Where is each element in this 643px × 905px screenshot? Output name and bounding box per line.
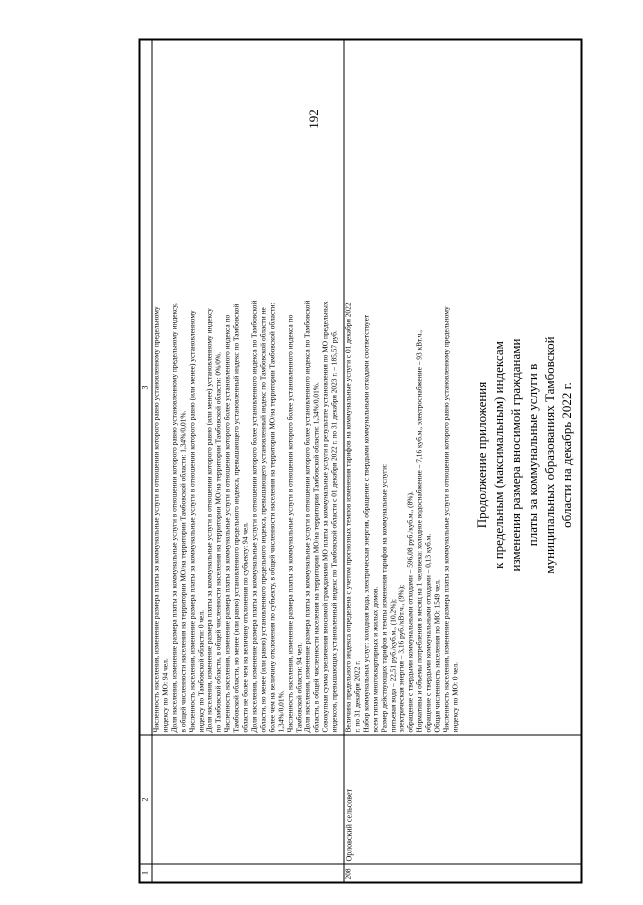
detail-line: обращение с твердыми коммунальными отходами – 0,13 куб.м. [423,533,433,732]
heading-line: муниципальных образованиях Тамбовской [542,336,557,574]
detail-line: Доля населения, изменение размера платы за коммунальные услуги в отношении которого более установленного индекса по Тамбовской [302,300,312,732]
row-details [152,40,344,735]
detail-line: Численность населения, изменение размера платы за коммунальные услуги в отношении которого равно (или менее) установленному [186,309,196,732]
detail-line: Набор коммунальных услуг: холодная вода, электрическая энергия, обращение с твердыми коммунальными отходами соответствует [360,314,370,732]
table-row [344,40,581,882]
detail-line: 1,34%/0,01%. [275,689,285,732]
detail-line: области не более чем на величину отклонения по субъекту: 94 чел. [240,521,250,732]
col-header-1: 1 [140,864,152,882]
detail-line: электрическая энергия – 3,16 руб./кВт.ч., (9%); [396,584,406,732]
detail-line: Тамбовской области, но менее (или равно) установленного предельного индекса, превышающего установленный индекс по Тамбовской [231,303,241,732]
detail-line: Численность населения, изменение размера платы за коммунальные услуги в отношении которого более установленного индекса по [222,314,232,732]
detail-line: Величина предельного индекса определена с учетом прогнозных темпов изменения тарифов на коммунальные услуги с 01 декабря 2022 [343,301,352,732]
heading-line: к предельным (максимальным) индексам [491,341,506,569]
index-table-frame [138,38,582,883]
municipality-name: Орловский сельсовет [344,735,581,864]
heading-line: области на декабрь 2022 г. [559,382,574,528]
detail-line: области, но менее (или равно) установленного предельного индекса, превышающего установленный индекс по Тамбовской области не [257,306,267,732]
detail-line: Общая численность населения по МО: 1549 чел. [432,578,442,732]
detail-line: питьевая вода – 22,51 руб./куб.м., (10,2%); [387,598,397,732]
detail-line: Нормативы и объемы потребления в месяц на 1 человека: холодное водоснабжение – 7,16 куб.м., электроснабжение – 93 кВт.ч., [414,329,424,732]
detail-line: Численность населения, изменение размера платы за коммунальные услуги в отношении которого более установленного индекса по [284,314,294,732]
detail-line: Размер действующих тарифов и темпы изменения тарифов на коммунальные услуги: [378,463,388,732]
detail-line: Тамбовской области: 94 чел. [293,642,303,732]
detail-line: более чем на величину отклонения по субъекту, в общей численности населения на территории МО/на территории Тамбовской области: [266,302,276,732]
heading-line: Продолжение приложения [474,381,489,529]
row-number: 208 [344,864,581,882]
detail-line: области, в общей численности населения на территории МО/на территории Тамбовской области: 1,34%/0,01%. [311,381,321,732]
detail-line: всем типам многоквартирных и жилых домов. [369,586,379,732]
col-header-2: 2 [140,735,152,864]
heading-line: платы за коммунальные услуги в [525,363,540,547]
heading-line: изменения размера вносимой гражданами [508,338,523,572]
detail-line: в общей численности населения на территории МО/на территории Тамбовской области: 1,34%/0,01%. [177,410,187,732]
col-header-3: 3 [140,40,152,735]
detail-line: Численность населения, изменение размера платы за коммунальные услуги в отношении которого равно установленному предельному [440,305,450,732]
detail-line: индексу по МО: 0 чел. [449,661,459,732]
detail-line: Доля населения, изменение размера платы за коммунальные услуги в отношении которого равно (или менее) установленному индексу [204,307,214,732]
page-number: 192 [306,109,321,129]
detail-line: г. по 31 декабря 2022 г. [351,660,361,732]
row-details [344,40,581,735]
detail-line: Совокупная сумма увеличения вносимой гражданами МО платы за коммунальные услуги в результате установления по МО предельных [320,300,330,732]
detail-line: Доля населения, изменение размера платы за коммунальные услуги в отношении которого более установленного индекса по Тамбовской [248,300,258,732]
detail-line: индексу по Тамбовской области: 0 чел. [195,609,205,732]
detail-line: индексов, превышающих установленный индекс по Тамбовской области с 01 декабря 2022 г. по 31 декабря 2023 г. – 185,57 руб. [329,329,339,732]
table-row [152,40,344,882]
detail-line: по Тамбовской области, в общей численности населения на территории МО/на территории Тамбовской области: 0%/0%. [213,351,223,732]
municipality-name [152,735,344,864]
table-header-row [140,40,152,882]
row-number [152,864,344,882]
detail-line: обращение с твердыми коммунальными отходами – 596,08 руб./куб.м., (8%). [405,490,415,732]
index-table [138,38,582,883]
detail-line: Доля населения, изменение размера платы за коммунальные услуги в отношении которого равно установленному предельному индексу, [168,302,178,732]
detail-line: Численность населения, изменение размера платы за коммунальные услуги в отношении которого равно установленному предельному [151,305,160,732]
detail-line: индексу по МО: 94 чел. [159,657,169,732]
